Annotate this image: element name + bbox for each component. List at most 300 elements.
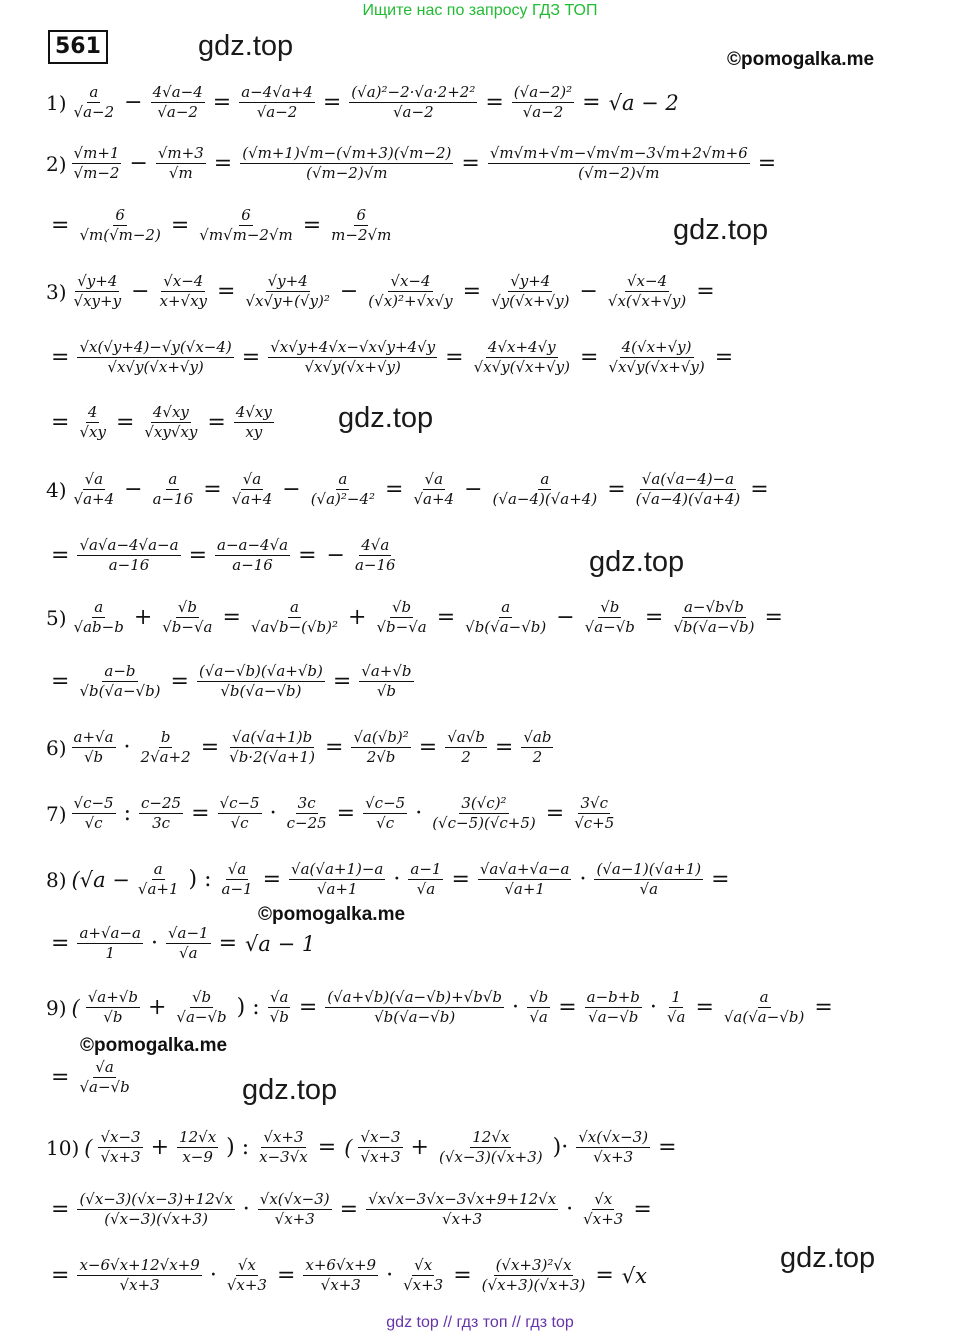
numerator: a xyxy=(168,470,178,488)
fraction xyxy=(430,794,538,833)
fraction xyxy=(72,598,126,637)
denominator: (√c−5)(√c+5) xyxy=(432,814,536,832)
operator: = xyxy=(51,669,70,694)
equation-line xyxy=(46,924,318,963)
denominator: √m(√m−2) xyxy=(79,226,161,244)
numerator: √a xyxy=(242,470,262,488)
fraction xyxy=(359,662,413,701)
numerator: (√x−3)(√x−3)+12√x xyxy=(79,1190,233,1208)
numerator: (√m+1)√m−(√m+3)(√m−2) xyxy=(242,144,452,162)
denominator: √x√y+(√y)² xyxy=(245,292,330,310)
numerator: √a xyxy=(95,1058,114,1076)
numerator: √a√a+√a−a xyxy=(479,860,570,878)
numerator: √x−4 xyxy=(626,272,668,290)
denominator: √m−2 xyxy=(73,164,120,182)
operator: − xyxy=(464,477,483,502)
operator: = xyxy=(385,477,404,502)
equation-label: 9) xyxy=(46,995,67,1020)
fraction xyxy=(139,728,193,767)
fraction xyxy=(72,728,116,767)
denominator: √a−√b xyxy=(588,1008,639,1026)
numerator: a−a−4√a xyxy=(217,536,289,554)
operator: = xyxy=(658,1135,677,1160)
denominator: a−16 xyxy=(232,556,273,574)
operator: = xyxy=(51,410,70,435)
numerator: √a xyxy=(227,860,247,878)
operator: = xyxy=(696,279,715,304)
operator: = xyxy=(51,1065,70,1090)
denominator: √a xyxy=(179,944,198,962)
numerator: √m+3 xyxy=(157,144,204,162)
equation-line xyxy=(46,860,735,899)
fraction xyxy=(77,1256,201,1295)
denominator: 3c xyxy=(152,814,171,832)
fraction xyxy=(239,83,315,122)
denominator: √a−2 xyxy=(393,103,434,121)
numerator: √a xyxy=(269,988,289,1006)
numerator: √a+√b xyxy=(361,662,412,680)
operator: = xyxy=(218,931,238,956)
fraction xyxy=(77,924,143,963)
fraction xyxy=(374,598,428,637)
numerator: a xyxy=(501,598,511,616)
denominator: √b−√a xyxy=(162,618,213,636)
expression: √x xyxy=(621,1263,648,1288)
operator: = xyxy=(170,213,190,238)
denominator: √a+1 xyxy=(137,880,179,898)
operator: = xyxy=(582,90,601,115)
numerator: 4√x+4√y xyxy=(487,338,556,356)
denominator: (√x−3)(√x+3) xyxy=(438,1148,543,1166)
fraction xyxy=(77,206,162,245)
operator: = xyxy=(453,1263,472,1288)
operator: = xyxy=(324,735,344,760)
operator: = xyxy=(545,801,565,826)
expression: ( xyxy=(84,1135,93,1160)
operator: + xyxy=(348,605,367,630)
denominator: √ab−b xyxy=(73,618,124,636)
fraction xyxy=(98,1128,142,1167)
denominator: √a+1 xyxy=(316,880,358,898)
equation-label: 7) xyxy=(46,801,67,826)
operator: = xyxy=(51,213,70,238)
fraction xyxy=(77,662,162,701)
numerator: a xyxy=(540,470,550,488)
operator: · xyxy=(649,995,657,1020)
fraction xyxy=(151,83,205,122)
fraction xyxy=(358,1128,402,1167)
denominator: x−3√x xyxy=(259,1148,308,1166)
watermark-copyright: ©pomogalka.me xyxy=(727,49,875,70)
denominator: √a−√b xyxy=(79,1078,130,1096)
operator: = xyxy=(262,867,282,892)
equation-line xyxy=(46,1128,682,1167)
operator: · xyxy=(123,735,131,760)
fraction xyxy=(268,338,437,377)
operator: = xyxy=(241,345,261,370)
operator: = xyxy=(170,669,189,694)
equation-label: 2) xyxy=(46,151,67,176)
denominator: √a−2 xyxy=(157,103,198,121)
denominator: √a(√a−√b) xyxy=(723,1008,805,1026)
operator: = xyxy=(633,1197,652,1222)
fraction xyxy=(77,403,108,442)
fraction xyxy=(166,924,211,963)
numerator: a−4√a+4 xyxy=(241,83,313,101)
denominator: √a−√b xyxy=(176,1008,227,1026)
numerator: √a(√b)² xyxy=(353,728,409,746)
denominator: √a+4 xyxy=(413,490,455,508)
numerator: 12√x xyxy=(472,1128,510,1146)
denominator: √a xyxy=(416,880,436,898)
fraction xyxy=(156,144,206,183)
fraction xyxy=(480,1256,588,1295)
denominator: √y(√x+√y) xyxy=(491,292,570,310)
fraction xyxy=(258,1190,332,1229)
operator: = xyxy=(764,605,783,630)
numerator: √a xyxy=(424,470,444,488)
fraction xyxy=(489,272,571,311)
denominator: (√a)²−4² xyxy=(310,490,376,508)
numerator: √y+4 xyxy=(267,272,308,290)
problem-number: 561 xyxy=(48,30,108,64)
equation-line xyxy=(46,794,619,833)
equation-line xyxy=(46,83,682,122)
numerator: √a√b xyxy=(447,728,485,746)
denominator: √m√m−2√m xyxy=(199,226,293,244)
fraction xyxy=(197,662,325,701)
operator: = xyxy=(317,1135,337,1160)
watermark-copyright: ©pomogalka.me xyxy=(258,904,406,925)
fraction xyxy=(583,598,637,637)
denominator: √b(√a−√b) xyxy=(79,682,161,700)
fraction xyxy=(86,988,140,1027)
fraction xyxy=(606,272,688,311)
operator: = xyxy=(51,931,70,956)
fraction xyxy=(225,1256,269,1295)
fraction xyxy=(634,470,743,509)
operator: = xyxy=(302,213,322,238)
fraction xyxy=(463,598,548,637)
operator: = xyxy=(339,1197,359,1222)
denominator: 2 xyxy=(461,748,471,766)
expression: (√a − xyxy=(71,867,130,892)
operator: = xyxy=(191,801,210,826)
fraction xyxy=(351,728,410,767)
numerator: √ab xyxy=(523,728,552,746)
operator: = xyxy=(595,1263,614,1288)
fraction xyxy=(177,1128,218,1167)
operator: = xyxy=(485,90,504,115)
equation-label: 10) xyxy=(46,1135,80,1160)
numerator: 6 xyxy=(241,206,251,224)
expression: ( xyxy=(71,995,80,1020)
denominator: √a xyxy=(529,1008,548,1026)
denominator: 2√a+2 xyxy=(140,748,191,766)
operator: · xyxy=(566,1197,574,1222)
denominator: 1 xyxy=(105,944,115,962)
fraction xyxy=(72,83,117,122)
numerator: √a√a−4√a−a xyxy=(79,536,179,554)
denominator: √b−√a xyxy=(376,618,427,636)
fraction xyxy=(72,470,117,509)
operator: + xyxy=(410,1135,429,1160)
operator: = xyxy=(558,995,577,1020)
equation-line xyxy=(46,1058,135,1097)
numerator: a xyxy=(153,860,163,878)
watermark-gdz: gdz.top xyxy=(242,1074,338,1106)
fraction xyxy=(77,1190,234,1229)
denominator: √a+4 xyxy=(231,490,273,508)
denominator: √b(√a−√b) xyxy=(673,618,755,636)
denominator: m−2√m xyxy=(331,226,392,244)
fraction xyxy=(512,83,574,122)
denominator: √b xyxy=(376,682,396,700)
numerator: √c−5 xyxy=(365,794,406,812)
operator: = xyxy=(418,735,438,760)
fraction xyxy=(309,470,377,509)
fraction xyxy=(303,1256,378,1295)
denominator: √a−2 xyxy=(256,103,298,121)
operator: ) : xyxy=(226,1135,250,1160)
operator: = xyxy=(212,90,232,115)
numerator: a+√a−a xyxy=(79,924,141,942)
fraction xyxy=(158,272,210,311)
operator: = xyxy=(51,345,70,370)
numerator: a xyxy=(89,83,99,101)
numerator: b xyxy=(160,728,171,746)
equation-label: 3) xyxy=(46,279,67,304)
denominator: √x+3 xyxy=(442,1210,483,1228)
denominator: a−16 xyxy=(108,556,150,574)
operator: · xyxy=(150,931,158,956)
equation-line xyxy=(46,598,788,637)
numerator: 1 xyxy=(671,988,681,1006)
operator: = xyxy=(222,605,241,630)
fraction xyxy=(606,338,706,377)
equation-label: 4) xyxy=(46,477,67,502)
fraction xyxy=(151,470,196,509)
expression: √a − 2 xyxy=(608,90,679,115)
operator: = xyxy=(203,477,222,502)
operator: = xyxy=(462,279,482,304)
denominator: a−16 xyxy=(354,556,396,574)
numerator: a−b+b xyxy=(586,988,640,1006)
numerator: √a+√b xyxy=(87,988,138,1006)
operator: ) : xyxy=(236,995,260,1020)
fraction xyxy=(227,728,317,767)
numerator: a−b xyxy=(104,662,136,680)
denominator: √x+3 xyxy=(100,1148,141,1166)
fraction xyxy=(437,1128,545,1167)
operator: = xyxy=(814,995,833,1020)
denominator: √xy+y xyxy=(73,292,122,310)
denominator: 2 xyxy=(532,748,543,766)
watermark-gdz: gdz.top xyxy=(338,402,434,434)
fraction xyxy=(408,860,443,899)
fraction xyxy=(325,988,504,1027)
operator: = xyxy=(451,867,470,892)
fraction xyxy=(671,598,756,637)
fraction xyxy=(136,860,181,899)
denominator: (√m−2)√m xyxy=(578,164,660,182)
operator: · xyxy=(579,867,587,892)
denominator: √b(√a−√b) xyxy=(374,1008,456,1026)
fraction xyxy=(576,1128,650,1167)
numerator: 4√xy xyxy=(235,403,272,421)
denominator: a−16 xyxy=(152,490,194,508)
denominator: (√x)²+√x√y xyxy=(368,292,453,310)
operator: = xyxy=(51,1263,70,1288)
numerator: √a(√a+1)−a xyxy=(291,860,384,878)
operator: · xyxy=(512,995,520,1020)
denominator: √b xyxy=(103,1008,123,1026)
numerator: 12√x xyxy=(179,1128,217,1146)
numerator: c−25 xyxy=(141,794,182,812)
equation-line xyxy=(46,338,738,377)
numerator: √y+4 xyxy=(77,272,118,290)
fraction xyxy=(349,83,477,122)
numerator: √b xyxy=(191,988,212,1006)
numerator: a+√a xyxy=(73,728,114,746)
numerator: 3c xyxy=(297,794,316,812)
numerator: 3(√c)² xyxy=(461,794,507,812)
fraction xyxy=(289,860,385,899)
numerator: √c−5 xyxy=(219,794,260,812)
operator: + xyxy=(150,1135,170,1160)
bottom-banner: gdz top // гдз топ // гдз top xyxy=(386,1314,574,1331)
denominator: (√a−4)(√a+4) xyxy=(635,490,741,508)
operator: = xyxy=(445,345,464,370)
fraction xyxy=(366,272,454,311)
operator: = xyxy=(188,543,208,568)
operator: − xyxy=(326,543,345,568)
denominator: √c+5 xyxy=(574,814,615,832)
fraction xyxy=(353,536,398,575)
fraction xyxy=(329,206,393,245)
denominator: √c xyxy=(84,814,103,832)
fraction xyxy=(472,338,572,377)
fraction xyxy=(363,794,407,833)
equation-line xyxy=(46,206,396,245)
numerator: √x xyxy=(237,1256,256,1274)
equation-line xyxy=(46,1256,650,1295)
denominator: √x+3 xyxy=(274,1210,315,1228)
operator: − xyxy=(124,90,143,115)
denominator: √x(√x+√y) xyxy=(607,292,687,310)
numerator: √x−4 xyxy=(390,272,431,290)
numerator: (√x+3)²√x xyxy=(495,1256,572,1274)
fraction xyxy=(160,598,214,637)
operator: = xyxy=(711,867,730,892)
denominator: √x√y(√x+√y) xyxy=(473,358,570,376)
operator: = xyxy=(200,735,220,760)
denominator: √a−√b xyxy=(584,618,635,636)
operator: − xyxy=(129,151,148,176)
numerator: (√a−2)² xyxy=(513,83,573,101)
operator: + xyxy=(147,995,167,1020)
denominator: √b(√a−√b) xyxy=(220,682,302,700)
fraction xyxy=(722,988,806,1027)
operator: = xyxy=(115,410,135,435)
equation-label: 1) xyxy=(46,90,67,115)
fraction xyxy=(285,794,329,833)
numerator: √c−5 xyxy=(73,794,114,812)
equation-line xyxy=(46,728,556,767)
denominator: √a xyxy=(666,1008,686,1026)
operator: = xyxy=(579,345,599,370)
denominator: √x+3 xyxy=(583,1210,624,1228)
fraction xyxy=(478,860,572,899)
fraction xyxy=(665,988,688,1027)
numerator: √x+3 xyxy=(263,1128,304,1146)
denominator: (√x+3)(√x+3) xyxy=(481,1276,586,1294)
operator: = xyxy=(436,605,456,630)
numerator: √x xyxy=(594,1190,613,1208)
expression: √a − 1 xyxy=(245,931,316,956)
numerator: √x−4 xyxy=(163,272,204,290)
numerator: √m+1 xyxy=(73,144,120,162)
numerator: √a(√a+1)b xyxy=(231,728,313,746)
numerator: a xyxy=(338,470,348,488)
operator: − xyxy=(556,605,575,630)
fraction xyxy=(77,338,233,377)
fraction xyxy=(240,144,453,183)
denominator: √x+3 xyxy=(119,1276,160,1294)
numerator: 3√c xyxy=(580,794,608,812)
fraction xyxy=(572,794,616,833)
fraction xyxy=(218,794,262,833)
operator: = xyxy=(207,410,226,435)
fraction xyxy=(230,470,275,509)
numerator: a−√b√b xyxy=(683,598,744,616)
denominator: (√m−2)√m xyxy=(306,164,388,182)
equation-line xyxy=(46,662,417,701)
denominator: x−9 xyxy=(182,1148,213,1166)
numerator: 4(√x+√y) xyxy=(621,338,692,356)
operator: = xyxy=(332,669,352,694)
operator: = xyxy=(750,477,769,502)
numerator: √a(√a−4)−a xyxy=(641,470,735,488)
numerator: √x(√x−3) xyxy=(578,1128,649,1146)
denominator: (√a−4)(√a+4) xyxy=(492,490,598,508)
numerator: √b xyxy=(600,598,620,616)
denominator: √b xyxy=(269,1008,289,1026)
equation-label: 5) xyxy=(46,605,67,630)
numerator: √x xyxy=(414,1256,433,1274)
operator: · xyxy=(269,801,277,826)
fraction xyxy=(268,988,291,1027)
operator: − xyxy=(339,279,359,304)
denominator: xy xyxy=(245,423,263,441)
fraction xyxy=(234,403,274,442)
operator: = xyxy=(714,345,734,370)
numerator: (√a+√b)(√a−√b)+√b√b xyxy=(327,988,503,1006)
watermark-gdz: gdz.top xyxy=(589,546,685,578)
operator: − xyxy=(131,279,150,304)
fraction xyxy=(197,206,294,245)
operator: = xyxy=(461,151,480,176)
operator: : xyxy=(123,801,132,826)
operator: · xyxy=(393,867,401,892)
operator: · xyxy=(209,1263,217,1288)
operator: · xyxy=(242,1197,250,1222)
numerator: √x−3 xyxy=(360,1128,401,1146)
operator: = xyxy=(336,801,356,826)
operator: · xyxy=(415,801,423,826)
denominator: x+√xy xyxy=(159,292,208,310)
fraction xyxy=(585,988,642,1027)
